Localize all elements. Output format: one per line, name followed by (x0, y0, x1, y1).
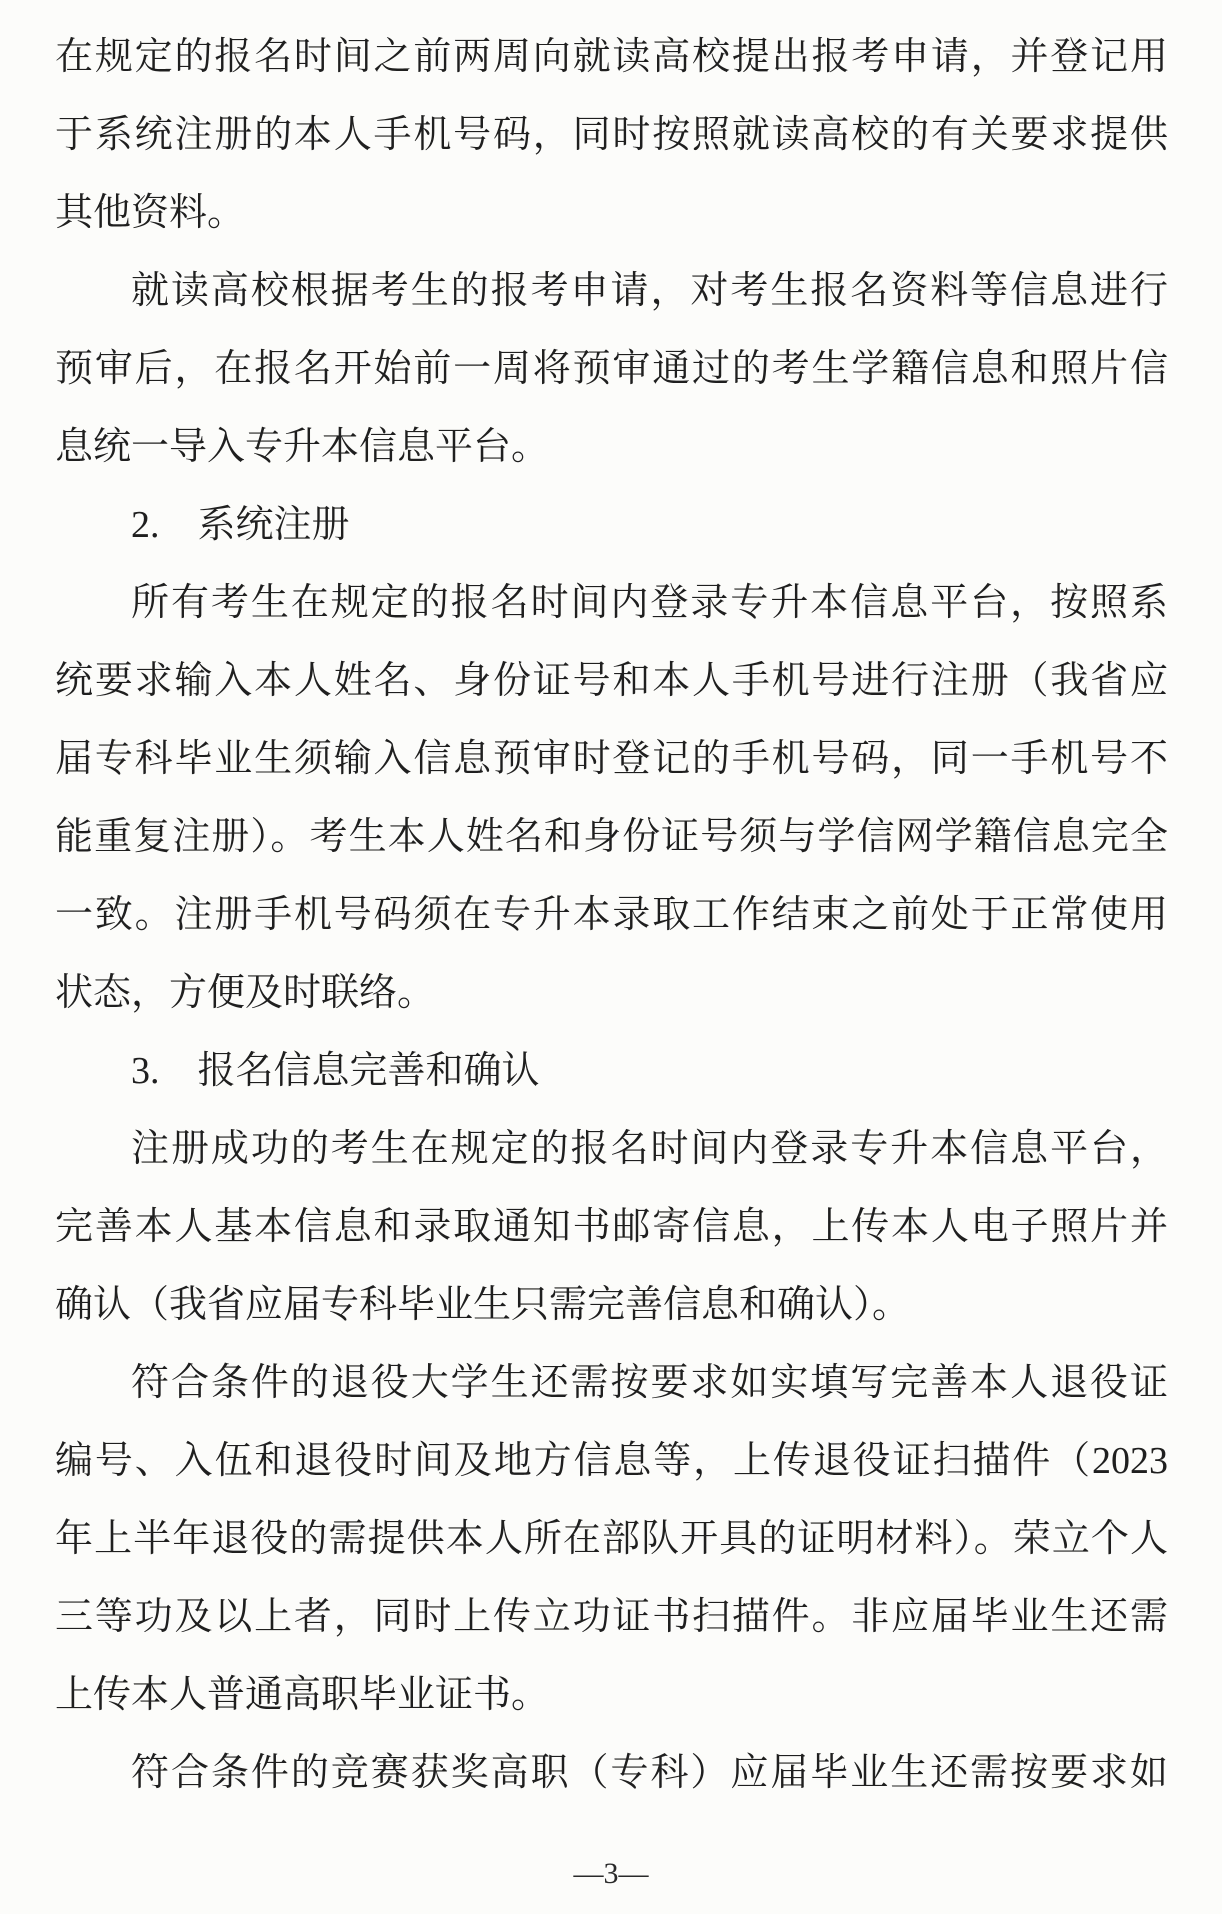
text-line: 三等功及以上者，同时上传立功证书扫描件。非应届毕业生还需 (55, 1596, 1168, 1638)
text-line: 其他资料。 (55, 192, 246, 234)
paragraph (55, 252, 1168, 486)
paragraph (55, 1344, 1168, 1734)
text-line: 符合条件的竞赛获奖高职（专科）应届毕业生还需按要求如 (131, 1752, 1168, 1794)
heading-line: 2. 系统注册 (131, 504, 350, 546)
text-line: 年上半年退役的需提供本人所在部队开具的证明材料）。荣立个人 (55, 1518, 1168, 1560)
text-line: 统要求输入本人姓名、身份证号和本人手机号进行注册（我省应 (55, 660, 1168, 702)
section-heading-2 (55, 486, 1168, 564)
text-line: 于系统注册的本人手机号码，同时按照就读高校的有关要求提供 (55, 114, 1168, 156)
text-line: 所有考生在规定的报名时间内登录专升本信息平台，按照系 (131, 582, 1168, 624)
text-line: 完善本人基本信息和录取通知书邮寄信息，上传本人电子照片并 (55, 1206, 1168, 1248)
text-line: 预审后，在报名开始前一周将预审通过的考生学籍信息和照片信 (55, 348, 1168, 390)
paragraph (55, 18, 1168, 252)
text-line: 状态，方便及时联络。 (55, 972, 436, 1014)
paragraph (55, 1734, 1168, 1812)
heading-line: 3. 报名信息完善和确认 (131, 1050, 540, 1092)
paragraph (55, 1110, 1168, 1344)
text-line: 上传本人普通高职毕业证书。 (55, 1674, 550, 1716)
paragraph (55, 564, 1168, 1032)
text-line: 确认（我省应届专科毕业生只需完善信息和确认）。 (55, 1284, 911, 1326)
text-line: 注册成功的考生在规定的报名时间内登录专升本信息平台， (131, 1128, 1168, 1170)
text-line: 息统一导入专升本信息平台。 (55, 426, 550, 468)
section-heading-3 (55, 1032, 1168, 1110)
text-line: 就读高校根据考生的报考申请，对考生报名资料等信息进行 (131, 270, 1168, 312)
text-line: 能重复注册）。考生本人姓名和身份证号须与学信网学籍信息完全 (55, 816, 1168, 858)
text-line: 符合条件的退役大学生还需按要求如实填写完善本人退役证 (131, 1362, 1168, 1404)
text-line: 在规定的报名时间之前两周向就读高校提出报考申请，并登记用 (55, 36, 1168, 78)
text-line: 一致。注册手机号码须在专升本录取工作结束之前处于正常使用 (55, 894, 1168, 936)
page-number: —3— (573, 1857, 649, 1890)
text-line: 届专科毕业生须输入信息预审时登记的手机号码，同一手机号不 (55, 738, 1168, 780)
text-line: 编号、入伍和退役时间及地方信息等，上传退役证扫描件（2023 (55, 1440, 1168, 1482)
